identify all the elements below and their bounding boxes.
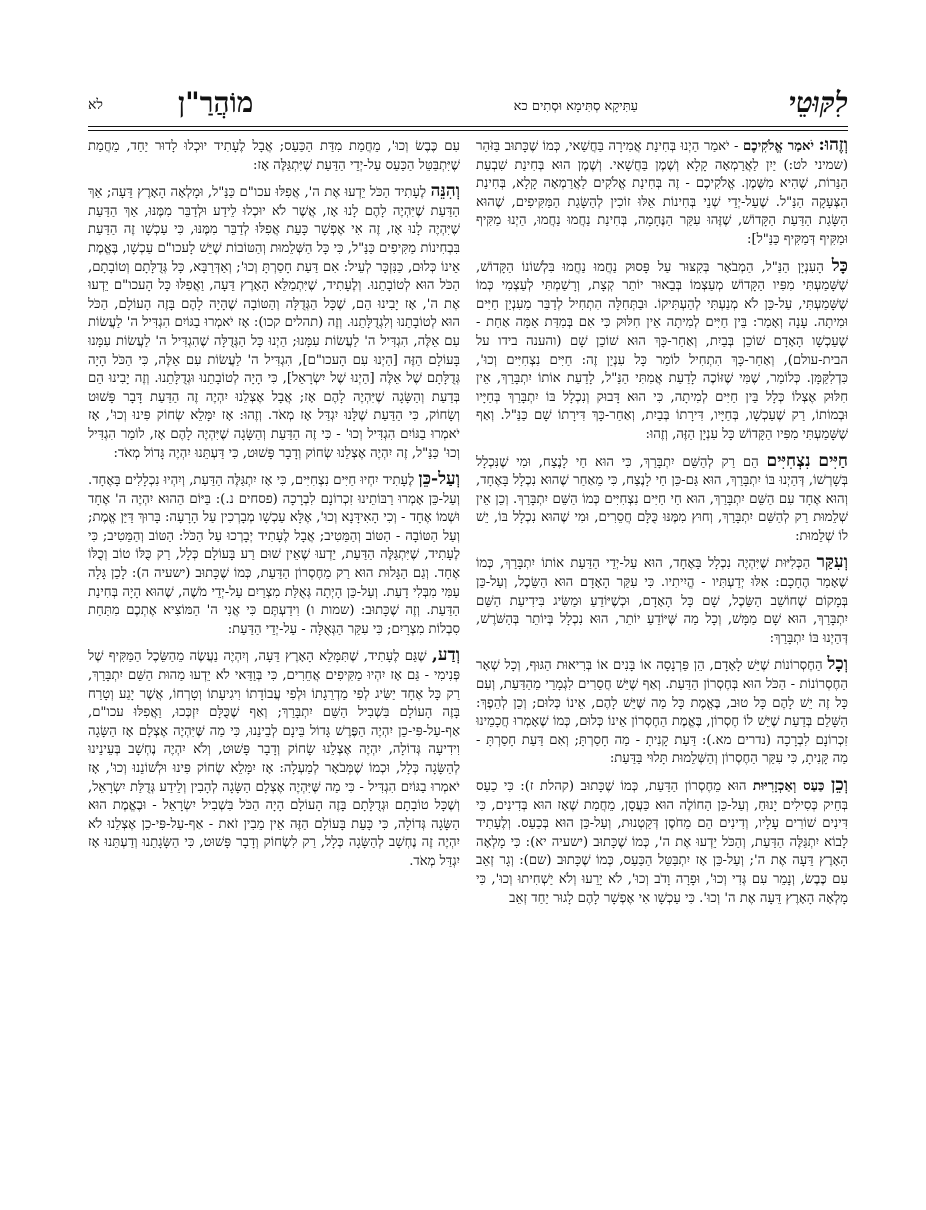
paragraph (88, 646, 460, 871)
paragraph (88, 136, 460, 175)
paragraph (476, 257, 848, 445)
page-header (88, 86, 848, 126)
header-rule (88, 126, 848, 127)
paragraph-text: שֶׁגַּם לֶעָתִיד, שֶׁתִּמָּלֵא הָאָרֶץ דֵּעָה, וְיִהְיֶה נַעֲשֶׂה מֵהַשֵּׂכֶל הַמַּקִּיף שֶׁל פְּנִימִי - גַּם אָז יִהְיוּ מַקִּיפִים אֲחֵרִים, כִּי בְּוַדַּאי לֹא יֵדְעוּ מַהוּת הַשֵּׁם יִתְבָּרַךְ, רַק כָּל אֶחָד יַשִּׂיג לְפִי מַדְרֵגָתוֹ וּלְפִי עֲבוֹדָתוֹ וִיגִיעָתוֹ וְטָרְחוֹ, אֲשֶׁר יָגַע וְטָרַח בָּזֶה הָעוֹלָם בִּשְׁבִיל הַשֵּׁם יִתְבָּרַךְ; וְאַף שֶׁכֻּלָּם יִזְכְּכוּ, וַאֲפִלּוּ עכו"ם, אַף-עַל-פִּי-כֵן יִהְיֶה הַפֶּרֶשׁ גָּדוֹל בֵּינָם לְבֵינֵנוּ, כִּי מַה שֶּׁיִּהְיֶה אֶצְלָם אָז הַשָּׂגָה וִידִיעָה גְּדוֹלָה, יִהְיֶה אֶצְלֵנוּ שָׂחוֹק וְדָבָר פָּשׁוּט, וְלֹא יִהְיֶה נֶחְשָׁב בְּעֵינֵינוּ לְהַשָּׂגָה כְּלָל, וּכְמוֹ שֶׁמְּבֹאָר לְמַעְלָה: אָז יִמָּלֵא שְׂחוֹק פִּינוּ וּלְשׁוֹנֵנוּ וְכוּ', אָז יֹאמְרוּ בַגּוֹיִם הִגְדִּיל - כִּי מַה שֶּׁיִּהְיֶה אֶצְלָם הַשָּׂגָה לְהָבִין וְלֵידַע גְּדֻלַּת יִשְׂרָאֵל, וְשֶׁכָּל טוֹבָתָם וּגְדֻלָּתָם בָּזֶה הָעוֹלָם הָיָה הַכֹּל בִּשְׁבִיל יִשְׂרָאֵל - וּבֶאֱמֶת הוּא הַשָּׂגָה גְּדוֹלָה, כִּי כָּעֵת בָּעוֹלָם הַזֶּה אֵין מֵבִין זֹאת - אַף-עַל-פִּי-כֵן אֶצְלֵנוּ לֹא יִהְיֶה זֶה נֶחְשָׁב לְהַשָּׂגָה כְּלָל, רַק לִשְׂחוֹק וְדָבָר פָּשׁוּט, כִּי הַשָּׂגָתֵנוּ וְדַעְתֵּנוּ אָז יִגְדַּל מְאֹד. (88, 649, 460, 869)
paragraph (476, 553, 848, 648)
paragraph-text: הוּא מֵחֶסְרוֹן הַדַּעַת, כְּמוֹ שֶׁכָּתוּב (קהלת ז): כִּי כַעַס בְּחֵיק כְּסִילִים יָנוּחַ, וְעַל-כֵּן הַחוֹלֶה הוּא כַּעֲסָן, מֵחֲמַת שֶׁאָז הוּא בְּדִינִים, כִּי דִּינִים שׁוֹרִים עָלָיו, וְדִינִים הֵם מֵחֹסֶן דְּקַטְנוּת, וְעַל-כֵּן הוּא בְּכַעַס. וְלֶעָתִיד לָבוֹא יִתְגַּלֶּה הַדַּעַת, וְהַכֹּל יֵדְעוּ אֶת ה', כְּמוֹ שֶׁכָּתוּב (ישעיה יא): כִּי מָלְאָה הָאָרֶץ דֵּעָה אֶת ה'; וְעַל-כֵּן אָז יִתְבַּטֵּל הַכַּעַס, כְּמוֹ שֶׁכָּתוּב (שם): וְגָר זְאֵב עִם כֶּבֶשׂ, וְנָמֵר עִם גְּדִי וְכוּ', וּפָרָה וָדֹב וְכוּ', לֹא יָרֵעוּ וְלֹא יַשְׁחִיתוּ וְכוּ', כִּי מָלְאָה הָאָרֶץ דֵּעָה אֶת ה' וְכוּ'. כִּי עַכְשָׁו אִי אֶפְשָׁר לָהֶם לָגוּר יַחַד זְאֵב (476, 779, 848, 906)
keyword: נִצְחִיִּים (766, 450, 811, 471)
paragraph-text: הַכְּלִיּוּת שֶׁיִּהְיֶה נִכְלָל בָּאֶחָד, הוּא עַל-יְדֵי הַדַּעַת אוֹתוֹ יִתְבָּרַךְ, כְּמוֹ שֶׁאָמַר הֶחָכָם: אִלּוּ יְדַעְתִּיו - הֱיִיתִיו. כִּי עִקַּר הָאָדָם הוּא הַשֵּׂכֶל, וְעַל-כֵּן בְּמָקוֹם שֶׁחוֹשֵׁב הַשֵּׂכֶל, שָׁם כָּל הָאָדָם, וּכְשֶׁיּוֹדֵעַ וּמַשִּׂיג בִּידִיעַת הַשֵּׁם יִתְבָּרַךְ, הוּא שָׁם מַמָּשׁ, וְכָל מַה שֶּׁיּוֹדֵעַ יוֹתֵר, הוּא נִכְלָל בְּיוֹתֵר בְּהַשֹּׁרֶשׁ, דְּהַיְנוּ בּוֹ יִתְבָּרַךְ: (476, 556, 848, 646)
paragraph-text: הָעִנְיָן הַנַּ"ל, הַמְבֹאָר בְּקִצּוּר עַל פָּסוּק נַחֲמוּ נַחֲמוּ בִּלְשׁוֹנוֹ הַקָּדוֹשׁ, שֶׁשָּׁמַעְתִּי מִפִּיו הַקָּדוֹשׁ מְעַצְמוֹ בְּבֵאוּר יוֹתֵר קְצָת, וְרָשַׁמְתִּי לְעַצְמִי כְּמוֹ שֶׁשָּׁמַעְתִּי, עַל-כֵּן לֹא מְנַעְתִּי לְהַעְתִּיקוֹ. וּבַתְּחִלָּה הִתְחִיל לְדַבֵּר מֵעִנְיַן חַיִּים וּמִיתָה. עָנָה וְאָמַר: בֵּין חַיִּים לְמִיתָה אֵין חִלּוּק כִּי אִם בְּמִדַּת אַמָּה אַחַת - שֶׁעַכְשָׁו הָאָדָם שׁוֹכֵן בְּבַיִת, וְאַחַר-כָּךְ הוּא שׁוֹכֵן שָׁם (והענה בידו על הבית-עולם), וְאַחַר-כָּךְ הִתְחִיל לוֹמַר כָּל עִנְיַן זֶה: חַיִּים נִצְחִיִּים וְכוּ', כִּדְלִקַּמָּן. כְּלוֹמַר, שֶׁמִּי שֶׁזּוֹכֶה לָדַעַת אֲמִתִּי הַנַּ"ל, לָדַעַת אוֹתוֹ יִתְבָּרַךְ, אֵין חִלּוּק אֶצְלוֹ כְּלָל בֵּין חַיִּים לְמִיתָה, כִּי הוּא דָּבוּק וְנִכְלָל בּוֹ יִתְבָּרַךְ בְּחַיָּיו וּבְמוֹתוֹ, רַק שֶׁעַכְשָׁו, בְּחַיָּיו, דִּירָתוֹ בְּבַיִת, וְאַחַר-כָּךְ דִּירָתוֹ שָׁם כַּנַּ"ל. וְאַף שֶׁשָּׁמַעְתִּי מִפִּיו הַקָּדוֹשׁ כָּל עִנְיָן הַזֶּה, וְזֶהוּ: (476, 259, 848, 442)
paragraph (476, 655, 848, 769)
paragraph-text: הַחֶסְרוֹנוֹת שֶׁיֵּשׁ לָאָדָם, הֵן פַּרְנָסָה אוֹ בָּנִים אוֹ בְּרִיאוּת הַגּוּף, וְכָל שְׁאָר הַחֶסְרוֹנוֹת - הַכֹּל הוּא בְּחֶסְרוֹן הַדַּעַת. וְאַף שֶׁיֵּשׁ חֲסֵרִים לִגְמָרֵי מֵהַדַּעַת, וְעִם כָּל זֶה יֵשׁ לָהֶם כָּל טוּב, בֶּאֱמֶת כָּל מַה שֶּׁיֵּשׁ לָהֶם, אֵינוֹ כְּלוּם; וְכֵן לְהֵפֶךְ: הַשָּׁלֵם בְּדַעַת שֶׁיֵּשׁ לוֹ חֶסְרוֹן, בֶּאֱמֶת הַחֶסְרוֹן אֵינוֹ כְּלוּם, כְּמוֹ שֶׁאָמְרוּ חֲכָמֵינוּ זִכְרוֹנָם לִבְרָכָה (נדרים מא.): דַּעַת קָנִיתָ - מַה חָסַרְתָּ; וְאִם דַּעַת חָסַרְתָּ - מַה קָּנִיתָ, כִּי עִקַּר הַחֶסְרוֹן וְהַשְּׁלֵמוּת תָּלוּי בַּדַּעַת: (476, 658, 848, 767)
opening-word: חַיִּים (818, 450, 848, 471)
section-subtitle: עַתִּיקָא סְתִּימָא וּסְתִים כא (513, 99, 638, 114)
paragraph (88, 182, 460, 463)
keyword: כַּעַס וְאַכְזָרִיּוּת (752, 779, 825, 794)
paragraph (88, 470, 460, 639)
header-rule-thin (88, 130, 848, 131)
paragraph-text: לֶעָתִיד יִחְיוּ חַיִּים נִצְחִיִּים, כִּי אָז יִתְגַּלֶּה הַדַּעַת, וְיִהְיוּ נִכְלָלִים בָּאֶחָד. וְעַל-כֵּן אָמְרוּ רַבּוֹתֵינוּ זִכְרוֹנָם לִבְרָכָה (פסחים נ.): בַּיּוֹם הַהוּא יִהְיֶה ה' אֶחָד וּשְׁמוֹ אֶחָד - וְכִי הָאִידָּנָא וְכוּ', אֶלָּא עַכְשָׁו מְבָרְכִין עַל הָרָעָה: בָּרוּךְ דַּיַּן אֱמֶת; וְעַל הַטּוֹבָה - הַטּוֹב וְהַמֵּטִיב; אֲבָל לֶעָתִיד יְבָרְכוּ עַל הַכֹּל: הַטּוֹב וְהַמֵּטִיב; כִּי לֶעָתִיד, שֶׁיִּתְגַּלֶּה הַדַּעַת, יֵדְעוּ שֶׁאֵין שׁוּם רַע בָּעוֹלָם כְּלָל, רַק כֻּלּוֹ טוֹב וְכֻלּוֹ אֶחָד. וְגַם הַגָּלוּת הוּא רַק מֵחֶסְרוֹן הַדַּעַת, כְּמוֹ שֶׁכָּתוּב (ישעיה ה): לָכֵן גָּלָה עַמִּי מִבְּלִי דָעַת. וְעַל-כֵּן הָיְתָה גְּאֻלַּת מִצְרַיִם עַל-יְדֵי מֹשֶׁה, שֶׁהוּא הָיָה בְּחִינַת הַדַּעַת. וְזֶה שֶׁכָּתוּב: (שמות ו) וִידַעְתֶּם כִּי אֲנִי ה' הַמּוֹצִיא אֶתְכֶם מִתַּחַת סִבְלוֹת מִצְרָיִם; כִּי עִקַּר הַגְּאֻלָּה - עַל-יְדֵי הַדַּעַת: (88, 473, 460, 637)
paragraph (476, 776, 848, 908)
paragraph-text: - יֹאמַר הַיְנוּ בְּחִינַת אֲמִירָה בַּחֲשַׁאי, כְּמוֹ שֶׁכָּתוּב בַּזֹּהַר (שמיני לט:) יַיִן לַאֲרַמְאָה קָלָא וְשֶׁמֶן בַּחֲשָׁאי. וְשֶׁמֶן הוּא בְּחִינַת שִׁבְעַת הַנֵּרוֹת, שֶׁהִיא מִשֶּׁמֶן. אֱלֹקִיכֶם - זֶה בְּחִינַת אֱלֹקִים לַאֲרַמְאָה קָלָא, בְּחִינַת הַצְּעָקָה הַנַּ"ל. שֶׁעַל-יְדֵי שְׁנֵי בְּחִינוֹת אֵלּוּ זוֹכִין לְהַשָּׂגַת הַמַּקִּיפִים, שֶׁהוּא הַשָּׂגַת הַדַּעַת הַקָּדוֹשׁ, שֶׁזֶּהוּ עִקַּר הַנֶּחָמָה, בְּחִינַת נַחֲמוּ נַחֲמוּ, הַיְנוּ מַקִּיף וּמַקִּיף דְּמַקִּיף כַּנַּ"ל]: (476, 139, 848, 247)
keyword: יֹאמַר אֱלֹקִיכֶם (743, 139, 814, 154)
paragraph-text: הֵם רַק לְהַשֵּׁם יִתְבָּרַךְ, כִּי הוּא חַי לָנֶצַח, וּמִי שֶׁנִּכְלָל בְּשָׁרְשׁוֹ, דְּהַיְנוּ בּוֹ יִתְבָּרַךְ, הוּא גַּם-כֵּן חַי לָנֶצַח, כִּי מֵאַחַר שֶׁהוּא נִכְלָל בָּאֶחָד, וְהוּא אֶחָד עִם הַשֵּׁם יִתְבָּרַךְ, הוּא חַי חַיִּים נִצְחִיִּים כְּמוֹ הַשֵּׁם יִתְבָּרַךְ. וְכֵן אֵין שְׁלֵמוּת רַק לְהַשֵּׁם יִתְבָּרַךְ, וְחוּץ מִמֶּנּוּ כֻּלָּם חֲסֵרִים, וּמִי שֶׁהוּא נִכְלָל בּוֹ, יֵשׁ לוֹ שְׁלֵמוּת: (476, 454, 848, 544)
left-column (88, 136, 460, 1186)
right-column (476, 136, 848, 1186)
opening-word: כָּל (831, 255, 848, 276)
paragraph-text: עִם כֶּבֶשׂ וְכוּ', מֵחֲמַת מִדַּת הַכַּעַס; אֲבָל לֶעָתִיד יוּכְלוּ לָדוּר יַחַד, מֵחֲמַת שֶׁיִּתְבַּטֵּל הַכַּעַס עַל-יְדֵי הַדַּעַת שֶׁיִּתְגַּלֶּה אָז: (88, 139, 460, 173)
paragraph-text: לֶעָתִיד הַכֹּל יֵדְעוּ אֶת ה', אֲפִלּוּ עכו"ם כַּנַּ"ל, וּמָלְאָה הָאָרֶץ דֵּעָה; אַךְ הַדַּעַת שֶׁיִּהְיֶה לָהֶם לָנוּ אָז, אֲשֶׁר לֹא יוּכְלוּ לֵידַע וּלְדַבֵּר מִמֶּנּוּ, אַךְ הַדַּעַת שֶׁיִּהְיֶה לָנוּ אָז, זֶה אִי אֶפְשָׁר כָּעֵת אֲפִלּוּ לְדַבֵּר מִמֶּנּוּ, כִּי עַכְשָׁו זֶה הַדַּעַת בִּבְחִינוֹת מַקִּיפִים כַּנַּ"ל, כִּי כָּל הַשְּׁלֵמוּת וְהַטּוֹבוֹת שֶׁיֵּשׁ לָעכו"ם עַכְשָׁו, בֶּאֱמֶת אֵינוֹ כְּלוּם, כַּנִּזְכָּר לְעֵיל: אִם דַּעַת חָסַרְתָּ וְכוּ'; וְאַדְּרַבָּא, כָּל גְּדֻלָּתָם וְטוֹבָתָם, הַכֹּל הוּא לְטוֹבָתֵנוּ. וְלֶעָתִיד, שֶׁיִּתְמַלֵּא הָאָרֶץ דֵּעָה, וַאֲפִלּוּ כָּל הָעכו"ם יֵדְעוּ אֶת ה', אָז יָבִינוּ הֵם, שֶׁכָּל הַגְּדֻלָּה וְהַטּוֹבָה שֶׁהָיָה לָהֶם בָּזֶה הָעוֹלָם, הַכֹּל הוּא לְטוֹבָתֵנוּ וְלִגְדֻלָּתֵנוּ. וְזֶה (תהלים קכו): אָז יֹאמְרוּ בַגּוֹיִם הִגְדִּיל ה' לַעֲשׂוֹת עִם אֵלֶּה, הִגְדִּיל ה' לַעֲשׂוֹת עִמָּנוּ; הַיְנוּ כָּל הַגְּדֻלָּה שֶׁהִגְדִּיל ה' לַעֲשׂוֹת עִמָּנוּ בָּעוֹלָם הַזֶּה [הַיְנוּ עִם הָעכו"ם], הִגְדִּיל ה' לַעֲשׂוֹת עִם אֵלֶּה, כִּי הַכֹּל הָיָה גְּדֻלָּתָם שֶׁל אֵלֶּה [הַיְנוּ שֶׁל יִשְׂרָאֵל], כִּי הָיָה לְטוֹבָתֵנוּ וּגְדֻלָּתֵנוּ. וְזֶה יָבִינוּ הֵם בְּדַעַת וְהַשָּׂגָה שֶׁיִּהְיֶה לָהֶם אָז; אֲבָל אֶצְלֵנוּ יִהְיֶה זֶה הַדַּעַת דָּבָר פָּשׁוּט וְשָׂחוֹק, כִּי הַדַּעַת שֶׁלָּנוּ יִגְדַּל אָז מְאֹד. וְזֶהוּ: אָז יִמָּלֵא שְׂחוֹק פִּינוּ וְכוּ', אָז יֹאמְרוּ בַגּוֹיִם הִגְדִּיל וְכוּ' - כִּי זֶה הַדַּעַת וְהַשָּׂגָה שֶׁיִּהְיֶה לָהֶם אָז, לוֹמַר הִגְדִּיל וְכוּ' כַּנַּ"ל, זֶה יִהְיֶה אֶצְלֵנוּ שְׂחוֹק וְדָבָר פָּשׁוּט, כִּי דַּעְתֵּנוּ יִהְיֶה גָּדוֹל מְאֹד: (88, 185, 460, 461)
paragraph (476, 136, 848, 250)
opening-word: וְעִקַּר (816, 552, 848, 573)
page-number: לא (88, 97, 103, 113)
opening-word: וְכָל (827, 654, 848, 675)
opening-word: וְדַע, (431, 645, 460, 666)
opening-word: וְכֵן (830, 775, 848, 795)
opening-word: וְעַל-כֵּן (418, 469, 460, 490)
paragraph (476, 452, 848, 547)
opening-word: וְזֶהוּ: (818, 136, 848, 155)
book-title-right: לִקּוּטֵי (788, 86, 848, 119)
opening-word: וְהִנֵּה (430, 181, 460, 202)
book-title-left: מוֹהֲרַ"ן (178, 86, 254, 119)
